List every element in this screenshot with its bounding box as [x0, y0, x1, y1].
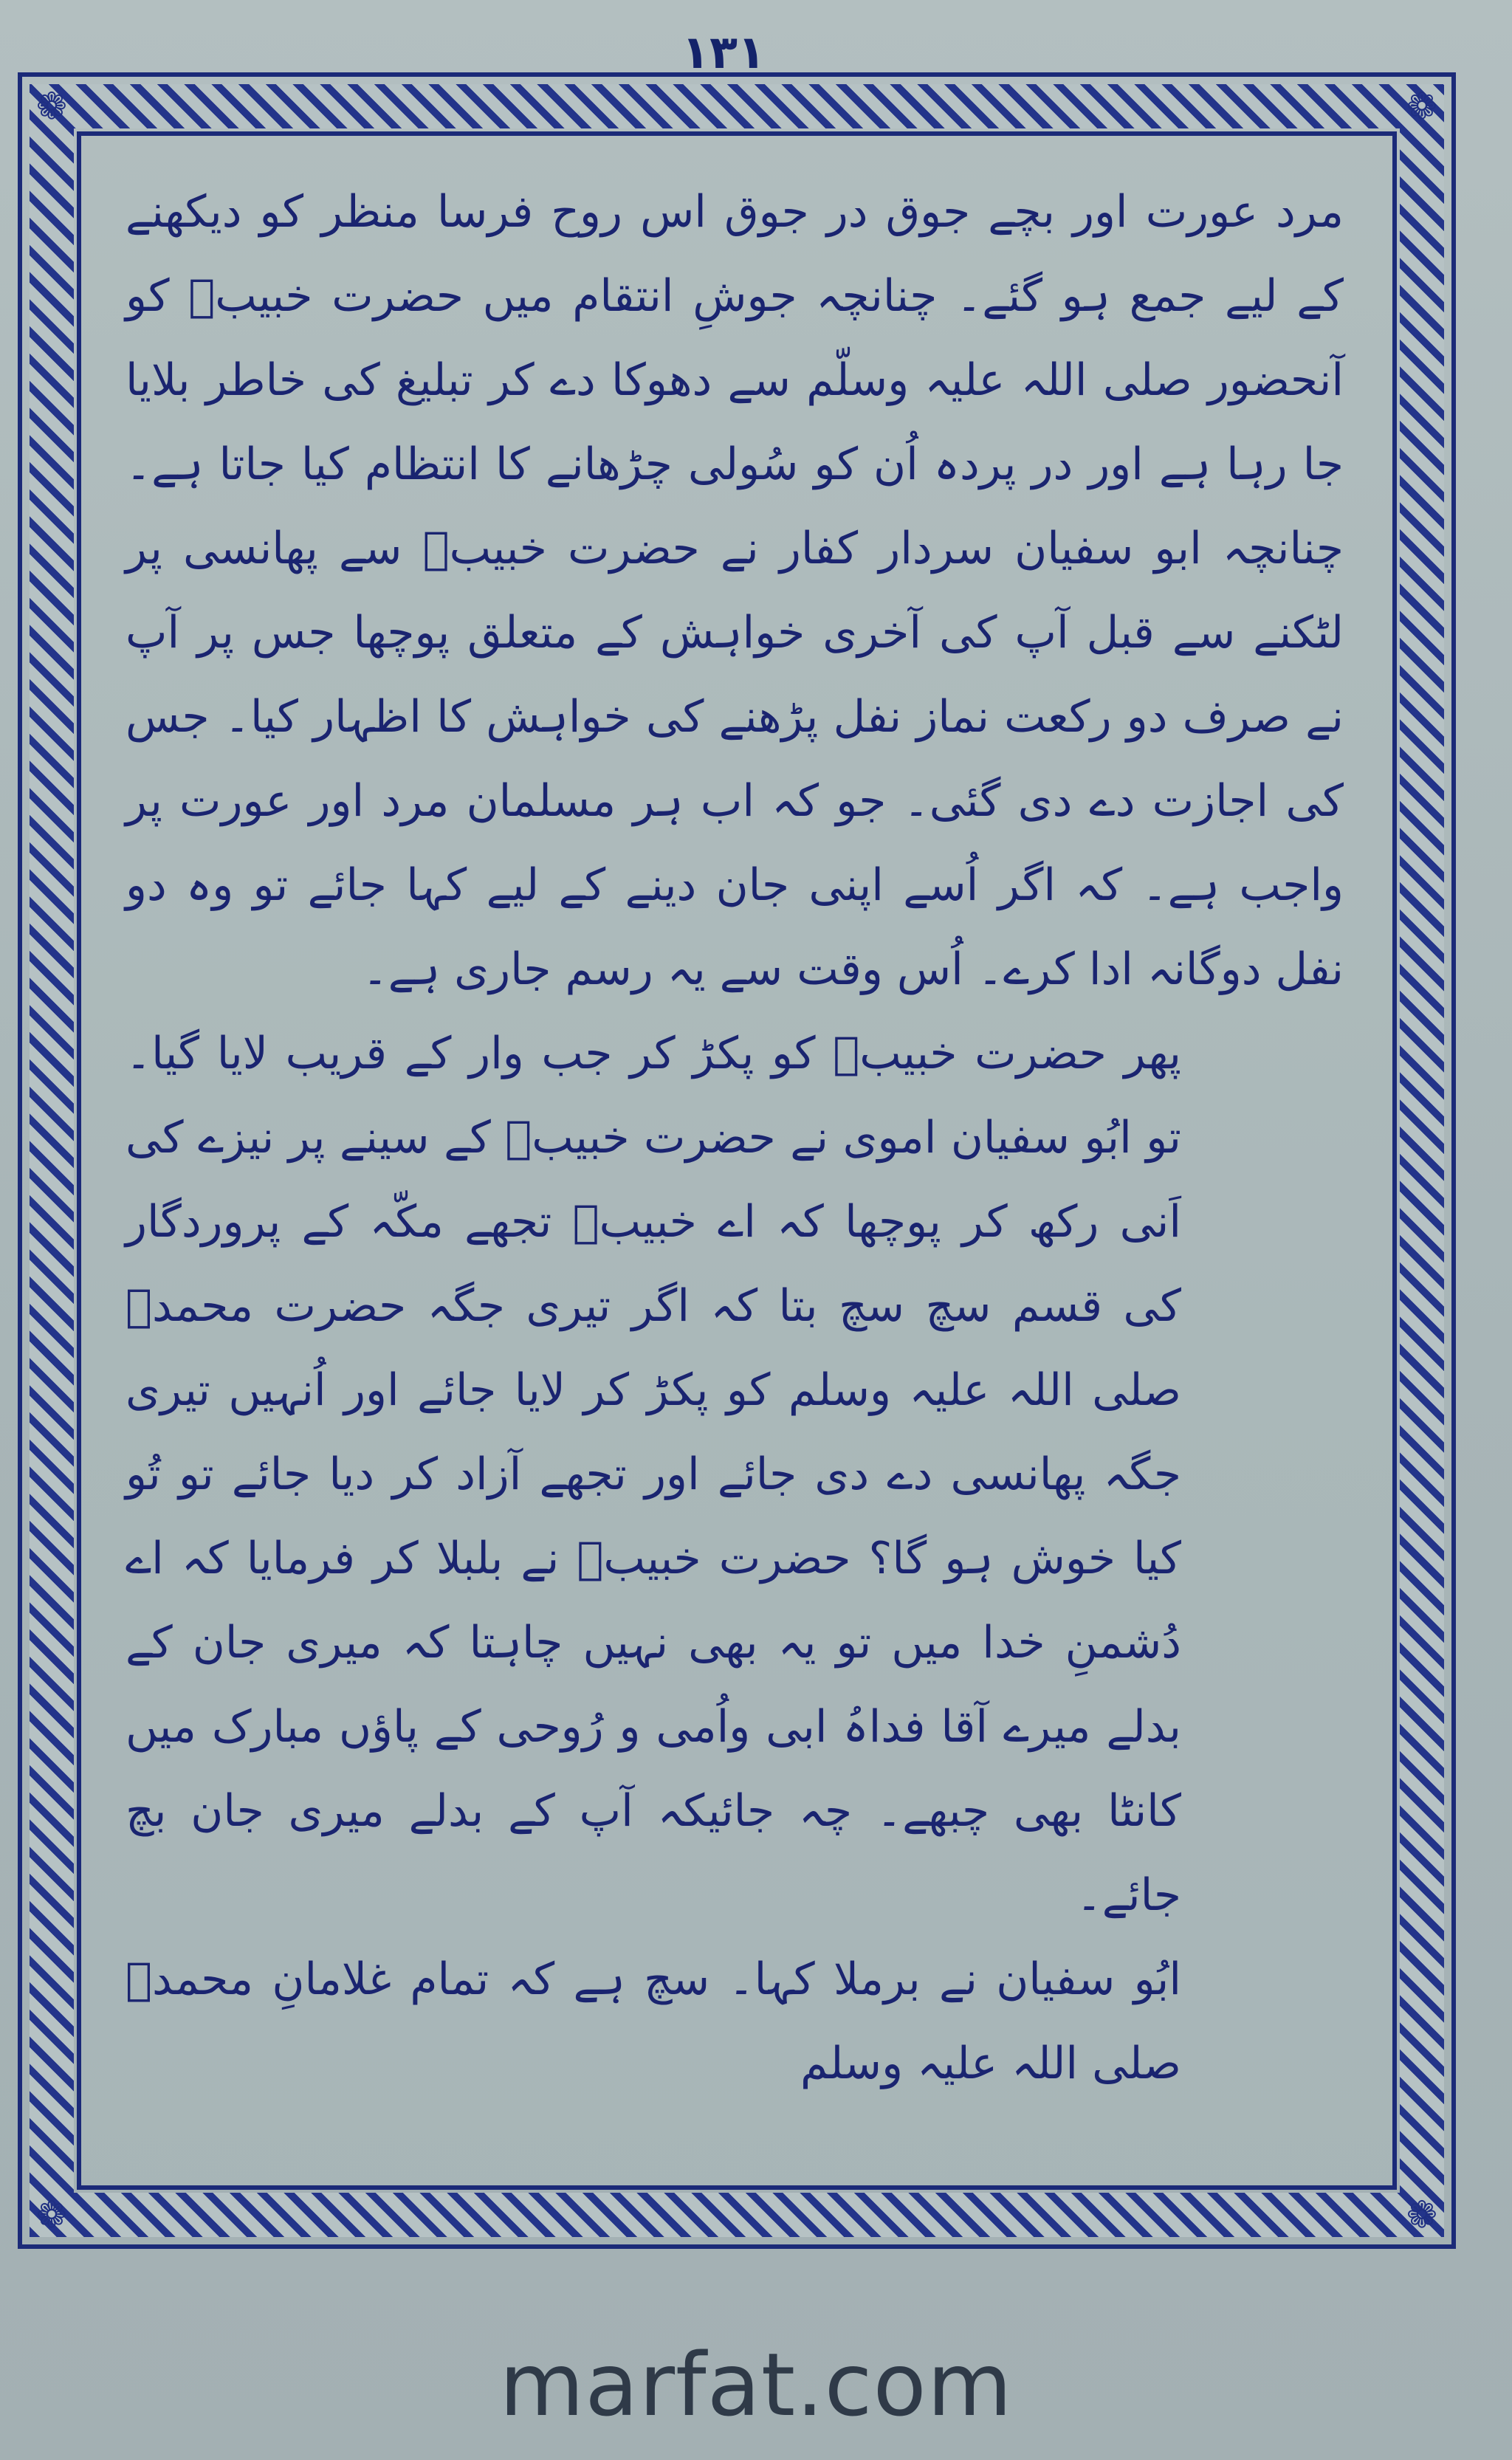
paragraph: پھر حضرت خبیبؓ کو پکڑ کر جب وار کے قریب لایا گیا۔ تو ابُو سفیان اموی نے حضرت خبیبؓ کے سینے پر نیزے کی اَنی رکھ کر پوچھا کہ اے خبیبؓ تجھے مکّہ کے پروردگار کی قسم سچ سچ بتا کہ اگر تیری جگہ حضرت محمدؐ صلی اللہ علیہ وسلم کو پکڑ کر لایا جائے اور اُنہیں تیری جگہ پھانسی دے دی جائے اور تجھے آزاد کر دیا جائے تو تُو کیا خوش ہو گا؟ حضرت خبیبؓ نے بلبلا کر فرمایا کہ اے دُشمنِ خدا میں تو یہ بھی نہیں چاہتا کہ میری جان کے بدلے میرے آقا فداہُ ابی واُمی و رُوحی کے پاؤں مبارک میں کانٹا بھی چبھے۔ چہ جائیکہ آپ کے بدلے میری جان بچ جائے۔ — [126, 1028, 1181, 1921]
corner-flower-icon: ❁ — [36, 85, 67, 128]
paragraph: ابُو سفیان نے برملا کہا۔ سچ ہے کہ تمام غلامانِ محمدؐ صلی اللہ علیہ وسلم — [126, 1954, 1181, 2089]
urdu-text-body — [126, 170, 1344, 2163]
corner-flower-icon: ❁ — [36, 2193, 67, 2236]
paragraph: مرد عورت اور بچے جوق در جوق اس روح فرسا منظر کو دیکھنے کے لیے جمع ہو گئے۔ چنانچہ جوشِ انتقام میں حضرت خبیبؓ کو آنحضور صلی اللہ علیہ وسلّم سے دھوکا دے کر تبلیغ کی خاطر بلایا جا رہا ہے اور در پردہ اُن کو سُولی چڑھانے کا انتظام کیا جاتا ہے۔ چنانچہ ابو سفیان سردار کفار نے حضرت خبیبؓ سے پھانسی پر لٹکنے سے قبل آپ کی آخری خواہش کے متعلق پوچھا جس پر آپ نے صرف دو رکعت نماز نفل پڑھنے کی خواہش کا اظہار کیا۔ جس کی اجازت دے دی گئی۔ جو کہ اب ہر مسلمان مرد اور عورت پر واجب ہے۔ کہ اگر اُسے اپنی جان دینے کے لیے کہا جائے تو وہ دو نفل دوگانہ ادا کرے۔ اُس وقت سے یہ رسم جاری ہے۔ — [126, 186, 1344, 995]
corner-flower-icon: ❁ — [1406, 2193, 1437, 2236]
corner-flower-icon: ❁ — [1406, 85, 1437, 128]
page-number: ۱۳۱ — [681, 25, 766, 79]
watermark-text: marfat.com — [499, 2334, 1013, 2436]
